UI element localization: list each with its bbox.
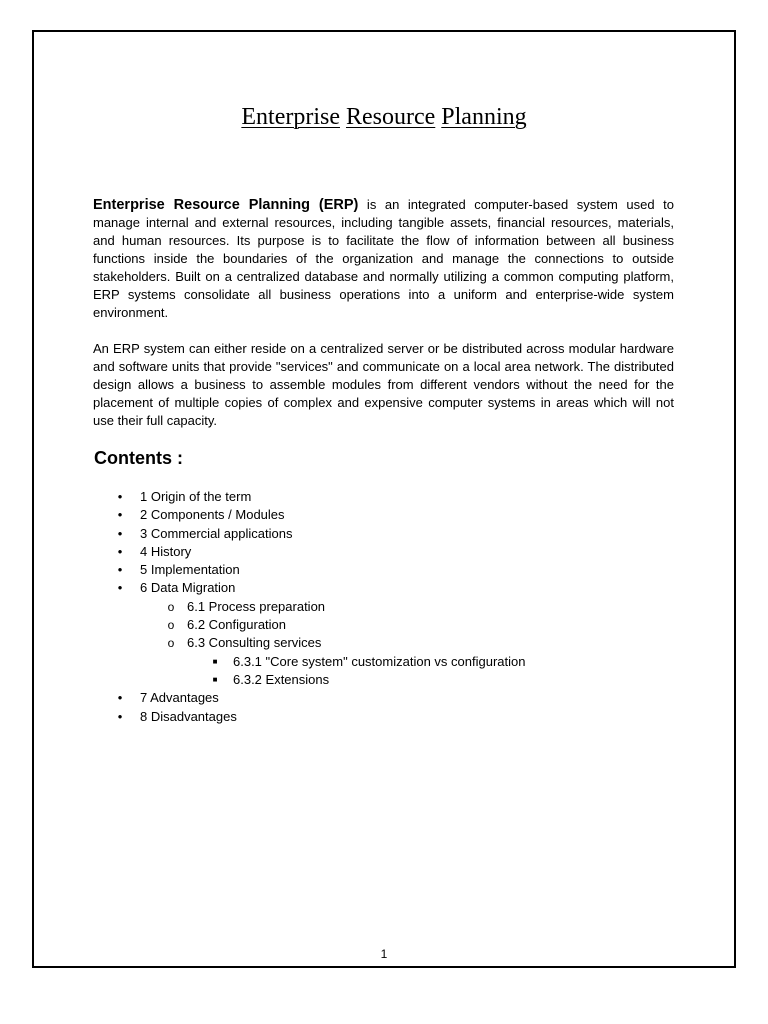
bullet-icon: • bbox=[117, 690, 123, 706]
bullet-icon: • bbox=[117, 489, 123, 504]
intro-paragraph bbox=[93, 196, 674, 322]
toc-subsubitem-label: 6.3.2 Extensions bbox=[233, 671, 330, 687]
toc-subitem-label: 6.3 Consulting services bbox=[187, 635, 322, 651]
intro-lead-term: Enterprise Resource Planning (ERP) bbox=[93, 197, 359, 213]
page-border bbox=[32, 30, 736, 968]
square-bullet-icon: ■ bbox=[212, 674, 218, 684]
title-word-1: Enterprise bbox=[241, 104, 340, 130]
circle-bullet-icon: o bbox=[167, 599, 175, 614]
title-word-3: Planning bbox=[441, 104, 527, 130]
bullet-icon: • bbox=[117, 708, 123, 724]
toc-item-label: 7 Advantages bbox=[140, 690, 219, 706]
toc-subitem-label: 6.1 Process preparation bbox=[187, 598, 326, 614]
circle-bullet-icon: o bbox=[167, 636, 175, 651]
document-title bbox=[0, 104, 768, 131]
toc-item-label: 1 Origin of the term bbox=[140, 489, 252, 504]
bullet-icon: • bbox=[117, 562, 123, 578]
page-number: 1 bbox=[380, 947, 388, 961]
bullet-icon: • bbox=[117, 525, 123, 541]
square-bullet-icon: ■ bbox=[212, 656, 218, 666]
toc-subsubitem-label: 6.3.1 "Core system" customization vs configuration bbox=[233, 653, 526, 669]
toc-item-label: 4 History bbox=[140, 543, 192, 559]
second-paragraph: An ERP system can either reside on a centralized server or be distributed across modular hardware and software units that provide "services" and communicate on a local area network. The distributed design allows a business to assemble modules from different vendors without the need for the placement of multiple copies of complex and expensive computer systems in areas which will not use their full capacity. bbox=[93, 341, 674, 428]
bullet-icon: • bbox=[117, 580, 123, 596]
toc-item-label: 6 Data Migration bbox=[140, 580, 236, 596]
toc-item-label: 2 Components / Modules bbox=[140, 507, 285, 523]
title-word-2: Resource bbox=[345, 104, 436, 130]
intro-text: is an integrated computer-based system used to manage internal and external resources, including tangible assets, financial resources, materials, and human resources. Its purpose is to facilitate the flow of information between all business functions inside the boundaries of the organization and manage the connections to outside stakeholders. Built on a centralized database and normally utilizing a common computing platform, ERP systems consolidate all business operations into a uniform and enterprise-wide system environment. bbox=[93, 197, 675, 320]
contents-heading: Contents : bbox=[94, 448, 183, 468]
toc-item-label: 5 Implementation bbox=[140, 562, 240, 578]
bullet-icon: • bbox=[117, 507, 123, 523]
bullet-icon: • bbox=[117, 543, 123, 559]
circle-bullet-icon: o bbox=[167, 618, 175, 633]
toc-subitem-label: 6.2 Configuration bbox=[187, 617, 287, 633]
toc-item-label: 3 Commercial applications bbox=[140, 525, 293, 541]
toc-item-label: 8 Disadvantages bbox=[140, 708, 237, 724]
